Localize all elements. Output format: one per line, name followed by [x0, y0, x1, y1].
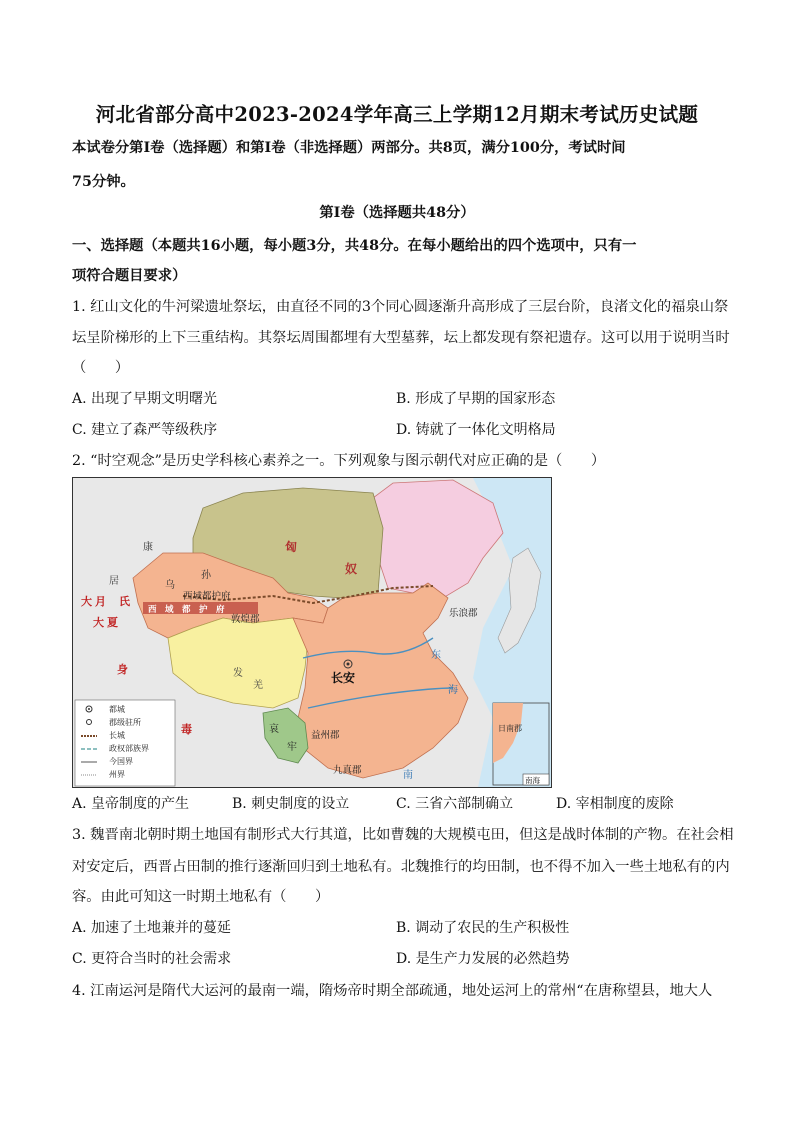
label-yizhou: 益州郡 [311, 730, 340, 741]
q2-option-c[interactable]: C. 三省六部制确立 [396, 796, 514, 812]
label-xiongnu-1: 匈 [285, 540, 298, 554]
label-xiyu: 西域都护府 [183, 591, 231, 602]
q2-option-a[interactable]: A. 皇帝制度的产生 [72, 796, 190, 812]
label-hai: 海 [448, 685, 458, 696]
q3-line-3: 容。由此可知这一时期土地私有（ ） [72, 889, 330, 905]
map-legend [75, 700, 175, 786]
q2-stem: 2. “时空观念”是历史学科核心素养之一。下列观象与图示朝代对应正确的是（ ） [72, 453, 606, 469]
han-dynasty-map [72, 477, 552, 788]
q2-option-d[interactable]: D. 宰相制度的废除 [556, 796, 674, 812]
q3-line-2: 对安定后，西晋占田制的推行逐渐回归到土地私有。北魏推行的均田制，也不得不加入一些土地私有的内 [72, 859, 730, 875]
q3-option-b[interactable]: B. 调动了农民的生产积极性 [396, 920, 570, 936]
label-ju: 居 [109, 576, 119, 587]
label-ai: 哀 [269, 724, 279, 735]
label-lao: 牢 [287, 742, 297, 753]
legend-great-wall: 长城 [109, 731, 125, 740]
q1-line-2: 坛呈阶梯形的上下三重结构。其祭坛周围都埋有大型墓葬，坛上都发现有祭祀遗存。这可以用于说明当时 [72, 330, 730, 346]
section-title: 第Ⅰ卷（选择题共48分） [319, 205, 475, 221]
label-fa: 发 [233, 668, 243, 679]
label-nan: 南 [403, 770, 413, 781]
label-wusun-2: 孙 [201, 570, 211, 581]
intro-line-2: 75分钟。 [72, 174, 135, 190]
page-title: 河北省部分高中2023-2024学年高三上学期12月期末考试历史试题 [95, 103, 699, 126]
legend-capital: 都城 [109, 705, 125, 714]
label-dayuezhi-2: 月 [95, 595, 106, 608]
part-heading-line-2: 项符合题目要求） [72, 268, 187, 284]
q3-option-d[interactable]: D. 是生产力发展的必然趋势 [396, 951, 570, 967]
q1-line-1: 1. 红山文化的牛河梁遗址祭坛，由直径不同的3个同心圆逐渐升高形成了三层台阶，良渚文化的福泉山祭 [72, 299, 729, 315]
q3-option-a[interactable]: A. 加速了土地兼并的蔓延 [72, 920, 232, 936]
q1-option-a[interactable]: A. 出现了早期文明曙光 [72, 391, 218, 407]
label-kang: 康 [143, 542, 153, 553]
label-rinan: 日南郡 [498, 724, 522, 733]
part-heading-line-1: 一、选择题（本题共16小题，每小题3分，共48分。在每小题给出的四个选项中，只有一 [72, 238, 637, 254]
q3-line-1: 3. 魏晋南北朝时期土地国有制形式大行其道，比如曹魏的大规模屯田，但这是战时体制的产物。在社会相 [72, 827, 734, 843]
q1-option-b[interactable]: B. 形成了早期的国家形态 [396, 391, 556, 407]
q2-option-b[interactable]: B. 刺史制度的设立 [232, 796, 350, 812]
label-qiang: 羌 [253, 680, 263, 691]
label-dong: 东 [431, 650, 441, 661]
label-lelang: 乐浪郡 [449, 608, 478, 619]
label-changan: 长安 [331, 671, 356, 685]
intro-line-1: 本试卷分第Ⅰ卷（选择题）和第Ⅰ卷（非选择题）两部分。共8页，满分100分，考试时间 [72, 140, 626, 156]
label-dunhuang: 敦煌郡 [231, 614, 260, 625]
label-xiyu-band: 西 域 都 护 府 [148, 605, 225, 615]
label-du: 毒 [181, 723, 192, 736]
label-dayuezhi-1: 大 [81, 595, 92, 608]
label-dayuezhi-3: 氏 [119, 595, 130, 608]
q3-option-c[interactable]: C. 更符合当时的社会需求 [72, 951, 232, 967]
q4-line-1: 4. 江南运河是隋代大运河的最南一端，隋炀帝时期全部疏通，地处运河上的常州“在唐称望县，地大人 [72, 983, 713, 999]
legend-commandery: 郡级驻所 [109, 718, 141, 727]
label-daxia-2: 夏 [107, 616, 118, 629]
label-wusun-1: 乌 [165, 580, 175, 591]
q1-line-3: （ ） [72, 360, 130, 376]
legend-modern-border: 今国界 [109, 757, 133, 766]
label-shen: 身 [117, 663, 128, 676]
south-sea-inset [493, 703, 549, 785]
q1-option-c[interactable]: C. 建立了森严等级秩序 [72, 422, 218, 438]
legend-regime-border: 政权部族界 [109, 744, 149, 753]
label-jiuzhen: 九真郡 [333, 765, 362, 776]
label-daxia-1: 大 [93, 616, 104, 629]
q1-option-d[interactable]: D. 铸就了一体化文明格局 [396, 422, 556, 438]
label-nanhai-inset: 南海 [525, 776, 540, 785]
legend-state-border: 州界 [109, 770, 125, 779]
label-xiongnu-2: 奴 [345, 562, 358, 576]
